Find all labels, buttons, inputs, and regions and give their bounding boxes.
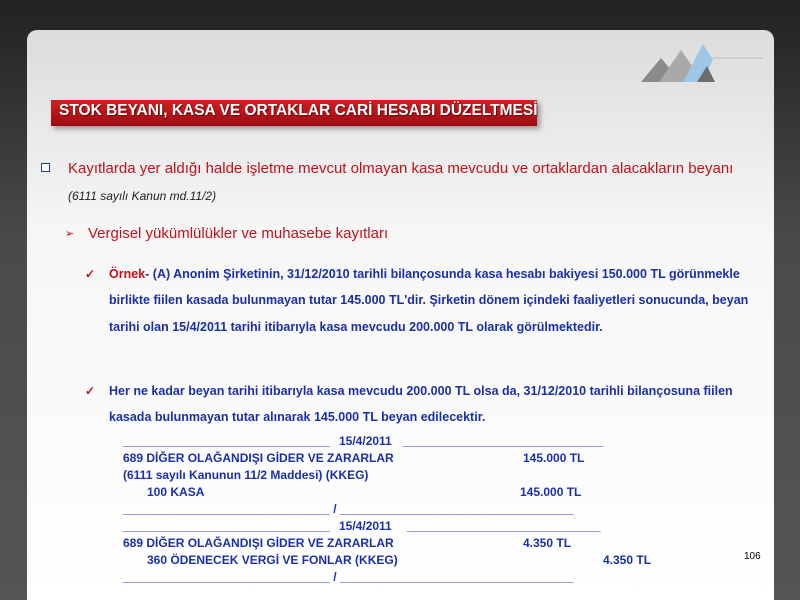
example-text	[109, 261, 749, 340]
checkmark-icon: ✓	[85, 384, 96, 398]
arrow-bullet-icon: ➢	[65, 228, 75, 240]
checkmark-icon: ✓	[85, 267, 96, 281]
entry2-date: 15/4/2011	[339, 519, 392, 533]
entry1-credit-account: 100 KASA	[147, 485, 205, 499]
entry2-credit-account: 360 ÖDENECEK VERGİ VE FONLAR (KKEG)	[147, 553, 398, 567]
entry1-header	[123, 433, 743, 450]
example-body: - (A) Anonim Şirketinin, 31/12/2010 tarihli bilançosunda kasa hesabı bakiyesi 150.000 TL görünmekle birlikte fiilen kasada bulunmayan tutar 145.000 TL'dir. Şirketin dönem içindeki faaliyetleri sonucunda, beyan tarihi olan 15/4/2011 tarihi itibarıyla kasa mevcudu 200.000 TL olarak görülmektedir.	[109, 267, 749, 334]
title-bar	[51, 100, 537, 126]
note-text: Her ne kadar beyan tarihi itibarıyla kasa mevcudu 200.000 TL olsa da, 31/12/2010 tarihli bilançosuna fiilen kasada bulunmayan tutar alınarak 145.000 TL beyan edilecektir.	[109, 384, 733, 424]
entry2-footer-line: _______________________________ / ___________________________________	[123, 570, 574, 584]
entry2-debit-account: 689 DİĞER OLAĞANDIŞI GİDER VE ZARARLAR	[123, 536, 394, 550]
entry2-header	[123, 518, 743, 535]
square-bullet-icon	[41, 163, 50, 172]
journal-entries	[123, 433, 743, 586]
entry2-credit-row	[123, 552, 743, 569]
entry1-footer	[123, 501, 743, 518]
entry1-debit-note: (6111 sayılı Kanunun 11/2 Maddesi) (KKEG)	[123, 468, 369, 482]
entry1-credit-row	[123, 484, 743, 501]
page-number: 106	[744, 551, 761, 562]
entry2-credit-amount: 4.350 TL	[603, 553, 652, 567]
entry1-header-right: ______________________________	[403, 434, 604, 448]
entry1-debit-account: 689 DİĞER OLAĞANDIŞI GİDER VE ZARARLAR	[123, 451, 394, 465]
main-bullet-label: Kayıtlarda yer aldığı halde işletme mevcut olmayan kasa mevcudu ve ortaklardan alacakların beyanı	[68, 160, 734, 177]
entry2-header-right: _____________________________	[407, 519, 601, 533]
entry1-footer-line: _______________________________ / ___________________________________	[123, 502, 574, 516]
entry2-header-left: _______________________________	[123, 519, 330, 533]
company-logo	[637, 38, 767, 86]
slide-title: STOK BEYANI, KASA VE ORTAKLAR CARİ HESABI DÜZELTMESİ	[59, 102, 538, 119]
entry1-debit-amount: 145.000 TL	[523, 451, 585, 465]
main-bullet-text	[68, 155, 758, 210]
entry1-date: 15/4/2011	[339, 434, 392, 448]
entry1-credit-amount: 145.000 TL	[520, 485, 582, 499]
entry2-debit-row	[123, 535, 743, 552]
entry1-note-row	[123, 467, 743, 484]
entry2-debit-amount: 4.350 TL	[523, 536, 572, 550]
entry2-footer	[123, 569, 743, 586]
entry1-header-left: _______________________________	[123, 434, 330, 448]
example-lead: Örnek	[109, 267, 146, 281]
sub-bullet-text: Vergisel yükümlülükler ve muhasebe kayıtları	[88, 225, 389, 242]
entry1-debit-row	[123, 450, 743, 467]
slide	[27, 30, 774, 600]
law-citation: (6111 sayılı Kanun md.11/2)	[68, 189, 217, 203]
